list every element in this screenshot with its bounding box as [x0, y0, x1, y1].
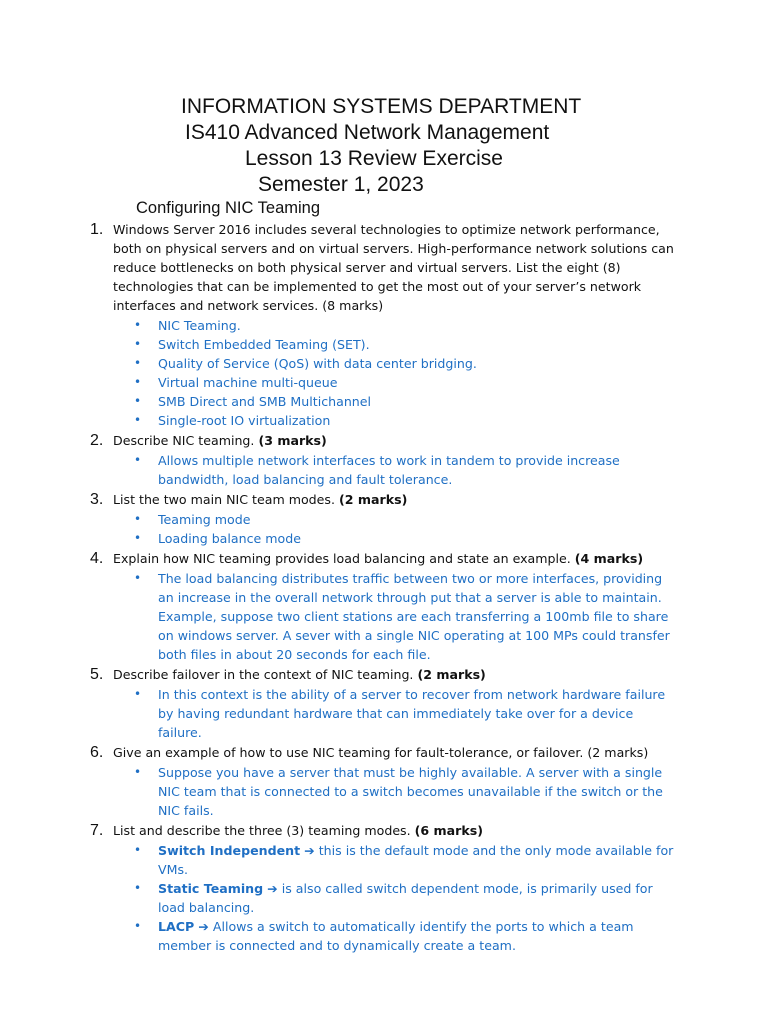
- answer-text: SMB Direct and SMB Multichannel: [158, 394, 372, 409]
- bullet-icon: •: [134, 394, 142, 408]
- answer-text: Quality of Service (QoS) with data center bridging.: [158, 356, 477, 371]
- answer-item: [134, 685, 680, 742]
- bullet-icon: •: [134, 512, 142, 526]
- question-number: 7.: [90, 822, 104, 839]
- question-prompt: Give an example of how to use NIC teaming for fault-tolerance, or failover. (2 marks): [113, 745, 649, 760]
- bullet-icon: •: [134, 843, 142, 857]
- answer-item: [134, 763, 680, 820]
- answer-text: Suppose you have a server that must be highly available. A server with a single NIC team that is connected to a switch becomes unavailable if the switch or the NIC fails.: [158, 765, 663, 818]
- answer-term: Switch Independent: [158, 843, 301, 858]
- question-text: [113, 490, 678, 509]
- question-text: [113, 821, 678, 840]
- answer-item: [134, 316, 680, 335]
- answer-text: Switch Embedded Teaming (SET).: [158, 337, 370, 352]
- answer-item: [134, 529, 680, 548]
- answer-text: Allows a switch to automatically identify the ports to which a team member is connected and to dynamically create a team.: [158, 919, 634, 953]
- question-marks: (2 marks): [417, 667, 486, 682]
- question-marks: (3 marks): [258, 433, 327, 448]
- question-item: [0, 665, 768, 742]
- question-number: 5.: [90, 666, 104, 683]
- bullet-icon: •: [134, 318, 142, 332]
- question-item: [0, 490, 768, 548]
- answer-text: is also called switch dependent mode, is primarily used for load balancing.: [158, 881, 653, 915]
- question-marks: (4 marks): [574, 551, 644, 566]
- answer-list: [0, 841, 768, 955]
- answer-list: [0, 316, 768, 430]
- answer-text: Allows multiple network interfaces to work in tandem to provide increase bandwidth, load balancing and fault tolerance.: [158, 453, 620, 487]
- answer-item: [134, 451, 680, 489]
- answer-text: NIC Teaming.: [158, 318, 241, 333]
- question-list: [0, 220, 768, 956]
- answer-term: LACP: [158, 919, 195, 934]
- answer-term: Static Teaming: [158, 881, 264, 896]
- answer-item: [134, 569, 680, 664]
- answer-list: [0, 510, 768, 548]
- answer-item: [134, 510, 680, 529]
- answer-list: [0, 685, 768, 742]
- bullet-icon: •: [134, 356, 142, 370]
- bullet-icon: •: [134, 453, 142, 467]
- question-text: [113, 743, 678, 762]
- question-number: 2.: [90, 432, 104, 449]
- lesson-title: Lesson 13 Review Exercise: [245, 147, 503, 170]
- arrow-right-icon: ➔: [304, 843, 315, 858]
- answer-list: [0, 569, 768, 664]
- question-prompt: List the two main NIC team modes.: [113, 492, 339, 507]
- question-item: [0, 743, 768, 820]
- answer-text: In this context is the ability of a server to recover from network hardware failure by having redundant hardware that can immediately take over for a device failure.: [158, 687, 666, 740]
- answer-item: [134, 392, 680, 411]
- answer-text: Virtual machine multi-queue: [158, 375, 338, 390]
- course-title: IS410 Advanced Network Management: [185, 121, 550, 144]
- answer-item: [134, 411, 680, 430]
- bullet-icon: •: [134, 337, 142, 351]
- question-item: [0, 821, 768, 955]
- question-text: [113, 431, 678, 450]
- answer-list: [0, 451, 768, 489]
- bullet-icon: •: [134, 531, 142, 545]
- question-prompt: Windows Server 2016 includes several technologies to optimize network performance, both on physical servers and on virtual servers. High-performance network solutions can reduce bottlenecks on both physical server and virtual servers. List the eight (8) technologies that can be implemented to get the most out of your server’s network interfaces and network services. (8 marks): [113, 222, 674, 313]
- question-marks: (6 marks): [414, 823, 484, 838]
- bullet-icon: •: [134, 919, 142, 933]
- arrow-right-icon: ➔: [198, 919, 209, 934]
- section-subtitle: Configuring NIC Teaming: [136, 199, 321, 217]
- question-text: [113, 549, 678, 568]
- semester-title: Semester 1, 2023: [258, 173, 424, 196]
- question-item: [0, 549, 768, 664]
- answer-item: [134, 373, 680, 392]
- question-text: [113, 220, 678, 315]
- question-text: [113, 665, 678, 684]
- answer-text: Single-root IO virtualization: [158, 413, 331, 428]
- question-marks: (2 marks): [339, 492, 408, 507]
- bullet-icon: •: [134, 375, 142, 389]
- question-number: 1.: [90, 221, 104, 238]
- bullet-icon: •: [134, 765, 142, 779]
- question-item: [0, 220, 768, 430]
- question-number: 4.: [90, 550, 104, 567]
- answer-item: [134, 354, 680, 373]
- answer-text: this is the default mode and the only mode available for VMs.: [158, 843, 674, 877]
- question-prompt: Describe NIC teaming.: [113, 433, 259, 448]
- bullet-icon: •: [134, 687, 142, 701]
- answer-list: [0, 763, 768, 820]
- question-number: 6.: [90, 744, 104, 761]
- bullet-icon: •: [134, 881, 142, 895]
- arrow-right-icon: ➔: [267, 881, 278, 896]
- answer-item: [134, 879, 680, 917]
- question-number: 3.: [90, 491, 104, 508]
- question-prompt: Describe failover in the context of NIC teaming.: [113, 667, 418, 682]
- question-prompt: Explain how NIC teaming provides load balancing and state an example.: [113, 551, 575, 566]
- answer-text: Teaming mode: [158, 512, 251, 527]
- department-title: INFORMATION SYSTEMS DEPARTMENT: [181, 95, 582, 118]
- question-prompt: List and describe the three (3) teaming modes.: [113, 823, 415, 838]
- answer-item: [134, 841, 680, 879]
- answer-text: Loading balance mode: [158, 531, 301, 546]
- bullet-icon: •: [134, 413, 142, 427]
- answer-text: The load balancing distributes traffic between two or more interfaces, providing an increase in the overall network through put that a server is able to maintain. Example, suppose two client stations are each transferring a 100mb file to share on windows server. A sever with a single NIC operating at 100 MPs could transfer both files in about 20 seconds for each file.: [158, 571, 670, 662]
- answer-item: [134, 917, 680, 955]
- answer-item: [134, 335, 680, 354]
- bullet-icon: •: [134, 571, 142, 585]
- question-item: [0, 431, 768, 489]
